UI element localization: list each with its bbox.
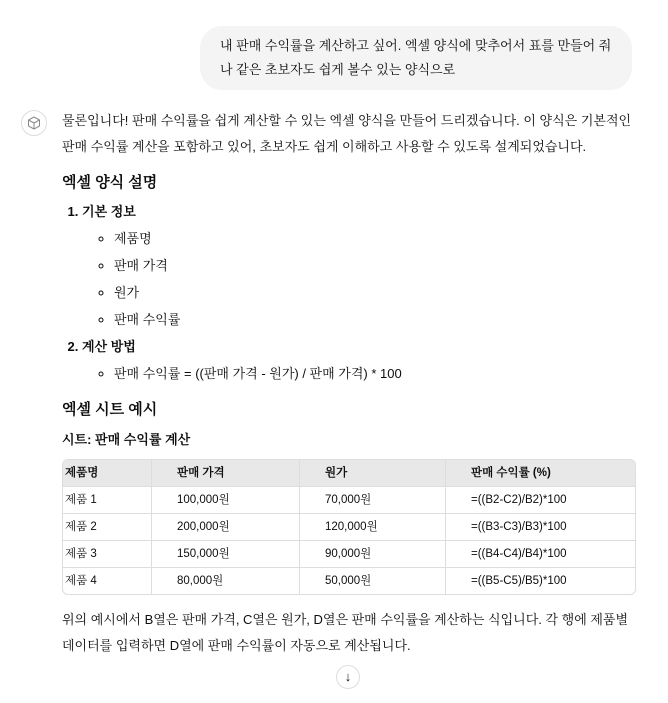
table-row [63,514,635,541]
cell: 120,000원 [300,514,446,541]
cell: 90,000원 [300,541,446,568]
cell: =((B2-C2)/B2)*100 [446,487,636,514]
cell: =((B3-C3)/B3)*100 [446,514,636,541]
list-item [82,333,634,387]
cell: 100,000원 [152,487,300,514]
cell: 제품 3 [63,541,152,568]
scroll-down-button[interactable] [336,665,360,689]
cell: 제품 1 [63,487,152,514]
list-item: ◦ 판매 수익률 [114,306,634,333]
column-header: 판매 수익률 (%) [446,460,636,487]
cell: 50,000원 [300,568,446,595]
assistant-message [62,0,634,693]
column-header: 제품명 [63,460,152,487]
list-item: ◦ 판매 수익률 = ((판매 가격 - 원가) / 판매 가격) * 100 [114,360,634,387]
section-heading: 엑셀 양식 설명 [62,174,158,191]
table-row [63,568,635,595]
table-row [63,541,635,568]
cell: 70,000원 [300,487,446,514]
column-header: 원가 [300,460,446,487]
intro-text: 물론입니다! 판매 수익률을 쉽게 계산할 수 있는 엑셀 양식을 만들어 드리겠습니다. 이 양식은 기본적인 판매 수익률 계산을 포함하고 있어, 초보자도 쉽게 이해하고 사용할 수 있도록 설계되었습니다. [62,113,632,154]
table-header-row [63,460,635,487]
cell: 150,000원 [152,541,300,568]
assistant-avatar-icon [21,110,47,136]
cell: 80,000원 [152,568,300,595]
table-row [63,487,635,514]
list-item: ◦ 원가 [114,279,634,306]
explanation-list [62,198,634,387]
cell: =((B5-C5)/B5)*100 [446,568,636,595]
list-item-label: 기본 정보 [82,204,136,219]
user-message-bubble: 내 판매 수익률을 계산하고 싶어. 엑셀 양식에 맞추어서 표를 만들어 줘 나 같은 초보자도 쉽게 볼수 있는 양식으로 [200,26,632,90]
cell: 제품 2 [63,514,152,541]
list-item: ◦ 판매 가격 [114,252,634,279]
list-item: ◦ 제품명 [114,225,634,252]
cell: 제품 4 [63,568,152,595]
list-item-label: 계산 방법 [82,339,136,354]
column-header: 판매 가격 [152,460,300,487]
outro-text: 위의 예시에서 B열은 판매 가격, C열은 원가, D열은 판매 수익률을 계산하는 식입니다. 각 행에 제품별 데이터를 입력하면 D열에 판매 수익률이 자동으로 계산됩니다. [62,612,629,653]
section-heading: 엑셀 시트 예시 [62,401,158,418]
sheet-title: 시트: 판매 수익률 계산 [62,432,191,447]
cell: 200,000원 [152,514,300,541]
list-item [82,198,634,333]
cell: =((B4-C4)/B4)*100 [446,541,636,568]
scroll-button-row [62,659,634,693]
example-table [62,459,636,595]
arrow-down-icon: ↓ [344,669,352,684]
